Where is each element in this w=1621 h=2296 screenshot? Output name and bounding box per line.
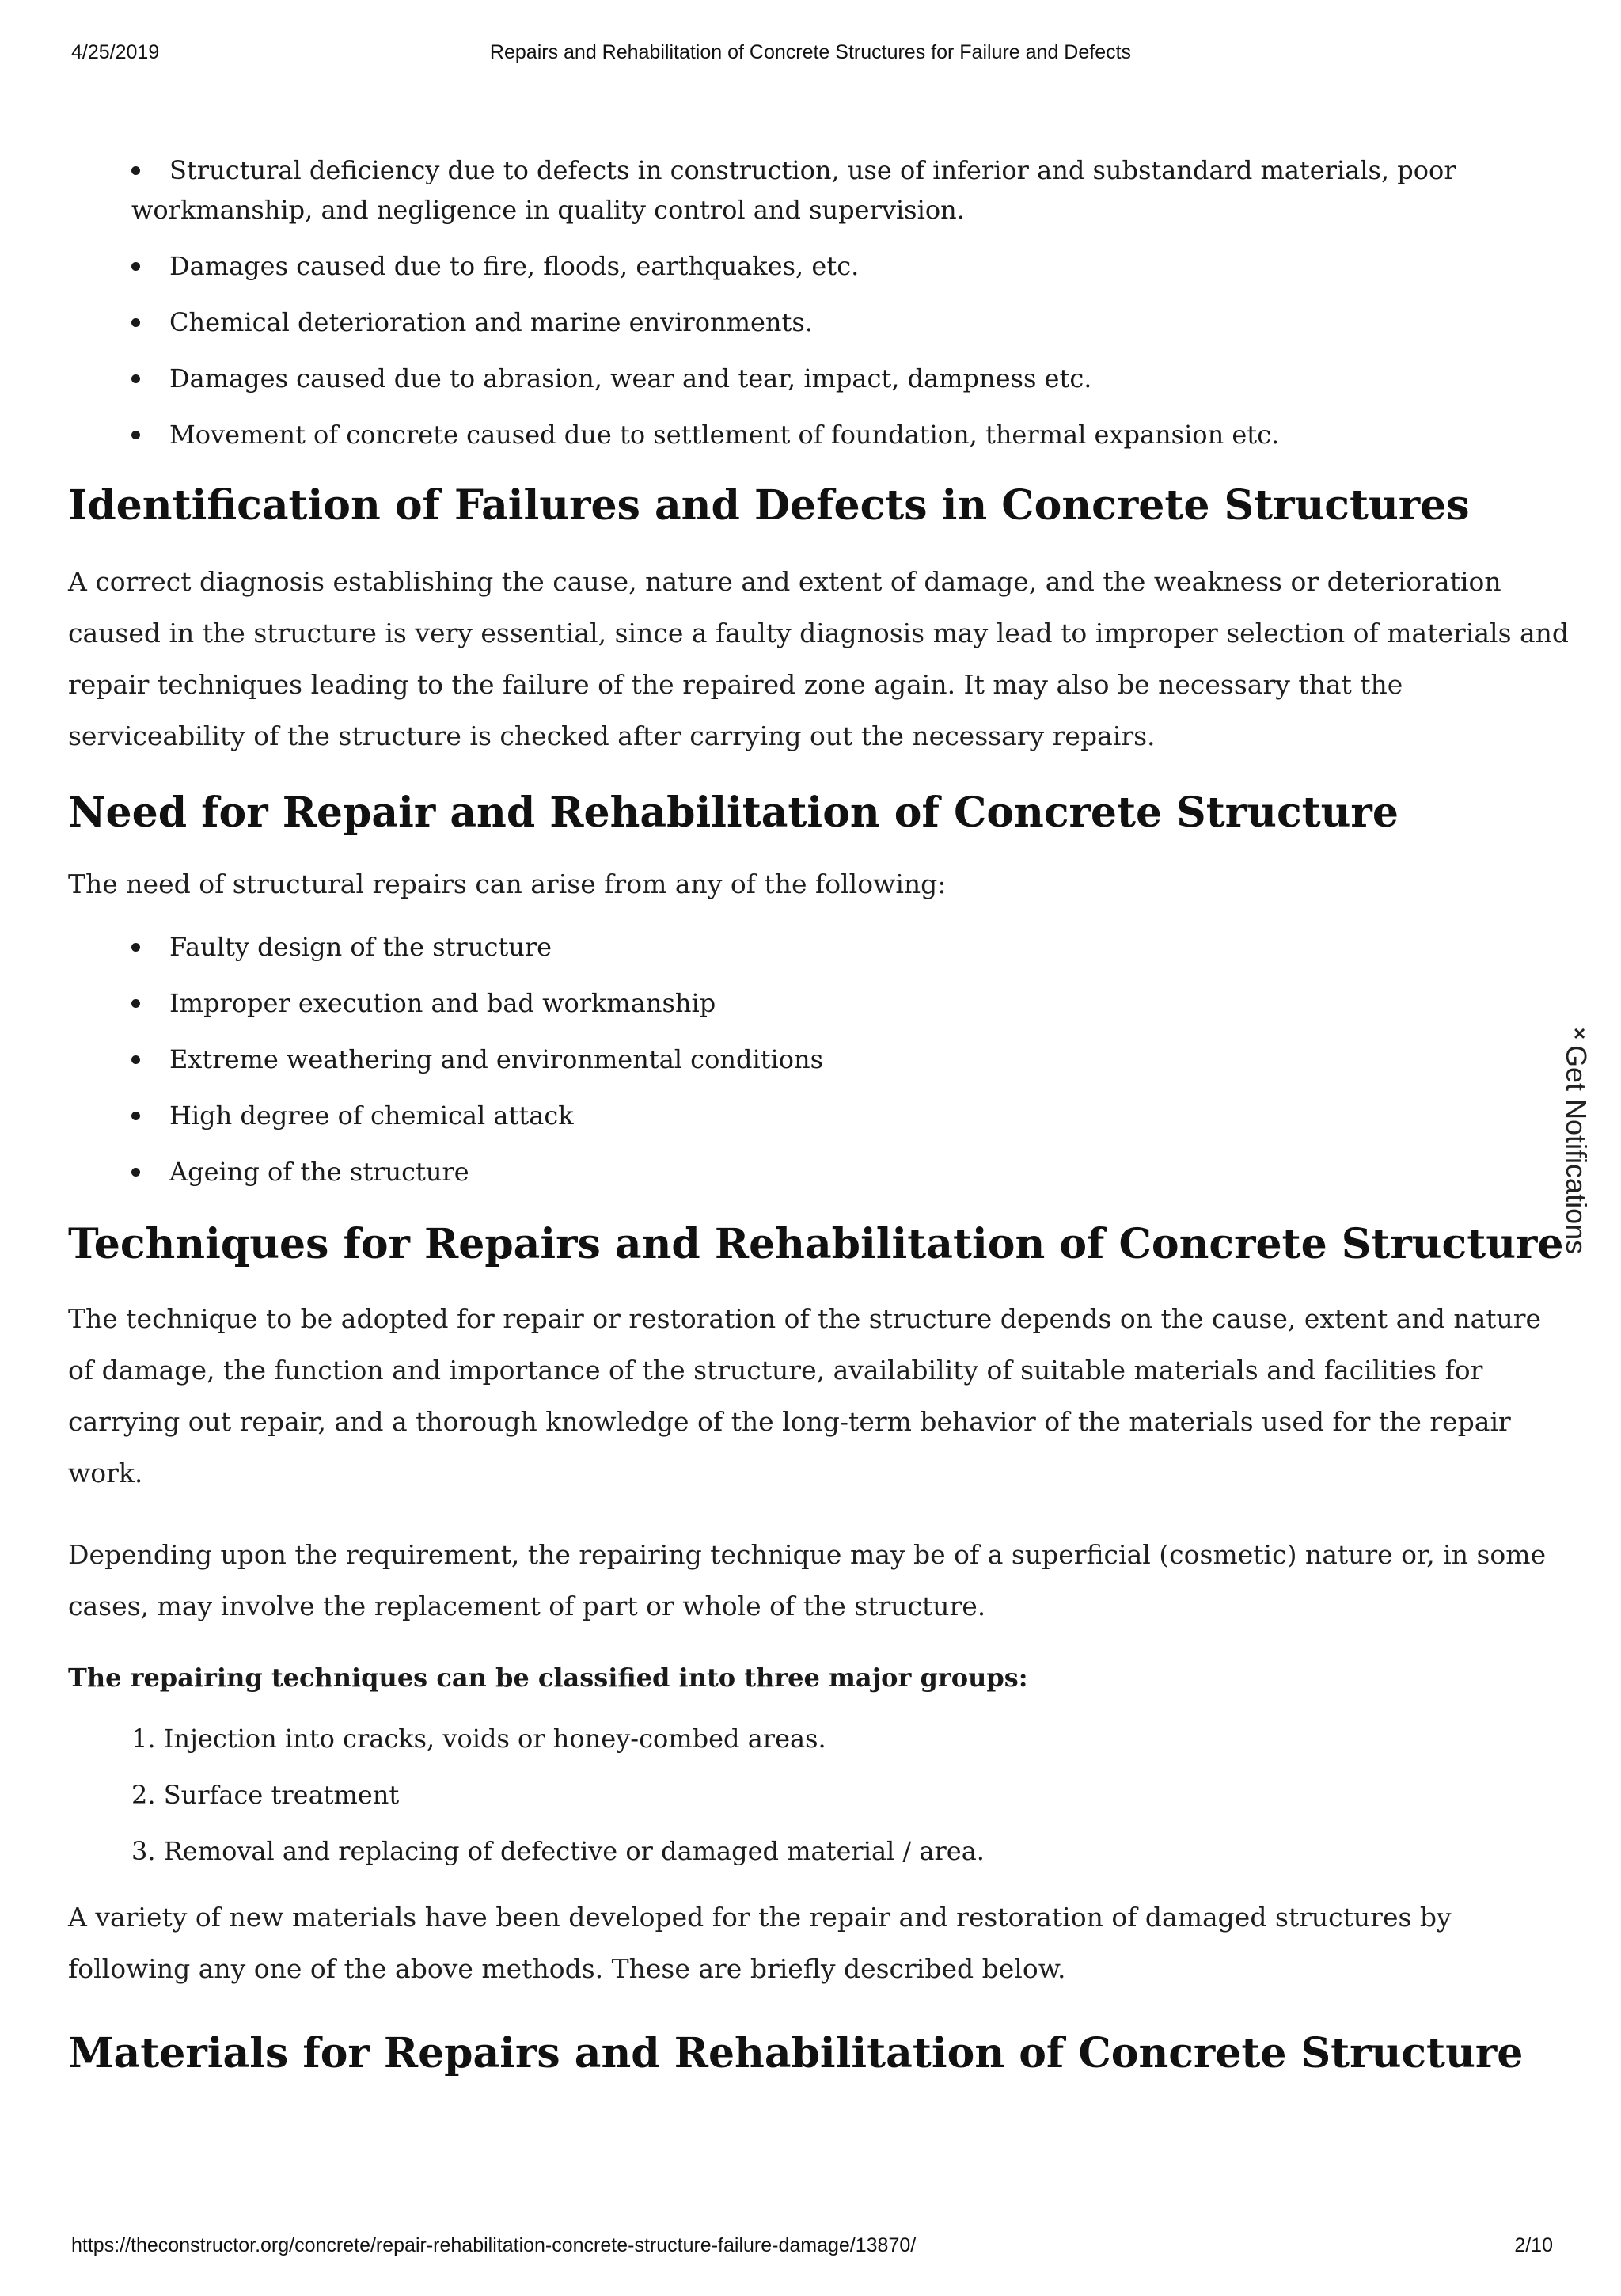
list-item xyxy=(68,359,1572,398)
bullet-icon xyxy=(131,999,140,1008)
print-date: 4/25/2019 xyxy=(71,41,160,63)
list-item-text: Movement of concrete caused due to settlement of foundation, thermal expansion etc. xyxy=(169,420,1280,450)
techniques-groups-list xyxy=(68,1719,1572,1871)
article-content xyxy=(68,150,1572,2081)
list-item-text: Damages caused due to abrasion, wear and tear, impact, dampness etc. xyxy=(169,363,1092,393)
bullet-icon xyxy=(131,1168,140,1177)
page-url: https://theconstructor.org/concrete/repair-rehabilitation-concrete-structure-failure-damage/13870/ xyxy=(71,2234,917,2256)
list-item xyxy=(68,1040,1572,1079)
list-item xyxy=(68,246,1572,286)
bullet-icon xyxy=(131,1055,140,1064)
list-item: 1. Injection into cracks, voids or honey-combed areas. xyxy=(131,1724,826,1754)
list-item-text: Faulty design of the structure xyxy=(169,932,552,962)
list-item xyxy=(68,927,1572,967)
list-item xyxy=(68,150,1572,230)
list-item xyxy=(68,302,1572,342)
techniques-paragraph-2: Depending upon the requirement, the repairing technique may be of a superficial (cosmetic) nature or, in some cases, may involve the replacement of part or whole of the structure. xyxy=(68,1539,1547,1621)
list-item xyxy=(68,1096,1572,1135)
list-item xyxy=(68,1152,1572,1192)
list-item: 3. Removal and replacing of defective or damaged material / area. xyxy=(131,1836,985,1866)
list-item-text: Damages caused due to fire, floods, earthquakes, etc. xyxy=(169,251,860,281)
print-page-title: Repairs and Rehabilitation of Concrete Structures for Failure and Defects xyxy=(489,41,1132,63)
list-item-text: Improper execution and bad workmanship xyxy=(169,988,716,1018)
section-heading-identification: Identification of Failures and Defects in Concrete Structures xyxy=(68,481,1470,530)
list-item-text: Structural deficiency due to defects in construction, use of inferior and substandard materials, poor workmanship, and negligence in quality control and supervision. xyxy=(131,155,1456,225)
close-icon[interactable]: × xyxy=(1574,1021,1586,1045)
page-number: 2/10 xyxy=(1514,2234,1553,2256)
list-item-text: Ageing of the structure xyxy=(169,1157,469,1187)
get-notifications-label[interactable]: Get Notifications xyxy=(1560,1045,1593,1255)
list-item xyxy=(68,983,1572,1023)
list-item: 2. Surface treatment xyxy=(131,1780,400,1810)
bullet-icon xyxy=(131,262,140,271)
techniques-paragraph-3: A variety of new materials have been developed for the repair and restoration of damaged structures by following any one of the above methods. These are briefly described below. xyxy=(68,1902,1452,1984)
bullet-icon xyxy=(131,1112,140,1120)
section-heading-techniques: Techniques for Repairs and Rehabilitation of Concrete Structure xyxy=(68,1220,1564,1268)
bullet-icon xyxy=(131,374,140,383)
bullet-icon xyxy=(131,943,140,952)
identification-paragraph: A correct diagnosis establishing the cause, nature and extent of damage, and the weakness or deterioration caused in the structure is very essential, since a faulty diagnosis may lead to improper selection of materials and repair techniques leading to the failure of the repaired zone again. It may also be necessary that the serviceability of the structure is checked after carrying out the necessary repairs. xyxy=(68,566,1570,751)
need-list xyxy=(68,927,1572,1192)
section-heading-need: Need for Repair and Rehabilitation of Concrete Structure xyxy=(68,789,1399,837)
bullet-icon xyxy=(131,431,140,439)
need-intro: The need of structural repairs can arise from any of the following: xyxy=(68,869,947,899)
techniques-paragraph-1: The technique to be adopted for repair or restoration of the structure depends on the cause, extent and nature of damage, the function and importance of the structure, availability of suitable materials and facilities for carrying out repair, and a thorough knowledge of the long-term behavior of the materials used for the repair work. xyxy=(68,1303,1542,1488)
section-heading-materials: Materials for Repairs and Rehabilitation of Concrete Structure xyxy=(68,2029,1524,2077)
causes-list xyxy=(68,150,1572,454)
bullet-icon xyxy=(131,166,140,175)
bullet-icon xyxy=(131,318,140,327)
techniques-groups-label: The repairing techniques can be classified into three major groups: xyxy=(68,1663,1028,1693)
list-item xyxy=(68,415,1572,454)
get-notifications-widget[interactable] xyxy=(1550,1021,1597,1283)
list-item-text: Chemical deterioration and marine environments. xyxy=(169,307,813,337)
list-item-text: High degree of chemical attack xyxy=(169,1100,574,1131)
list-item-text: Extreme weathering and environmental conditions xyxy=(169,1044,824,1074)
